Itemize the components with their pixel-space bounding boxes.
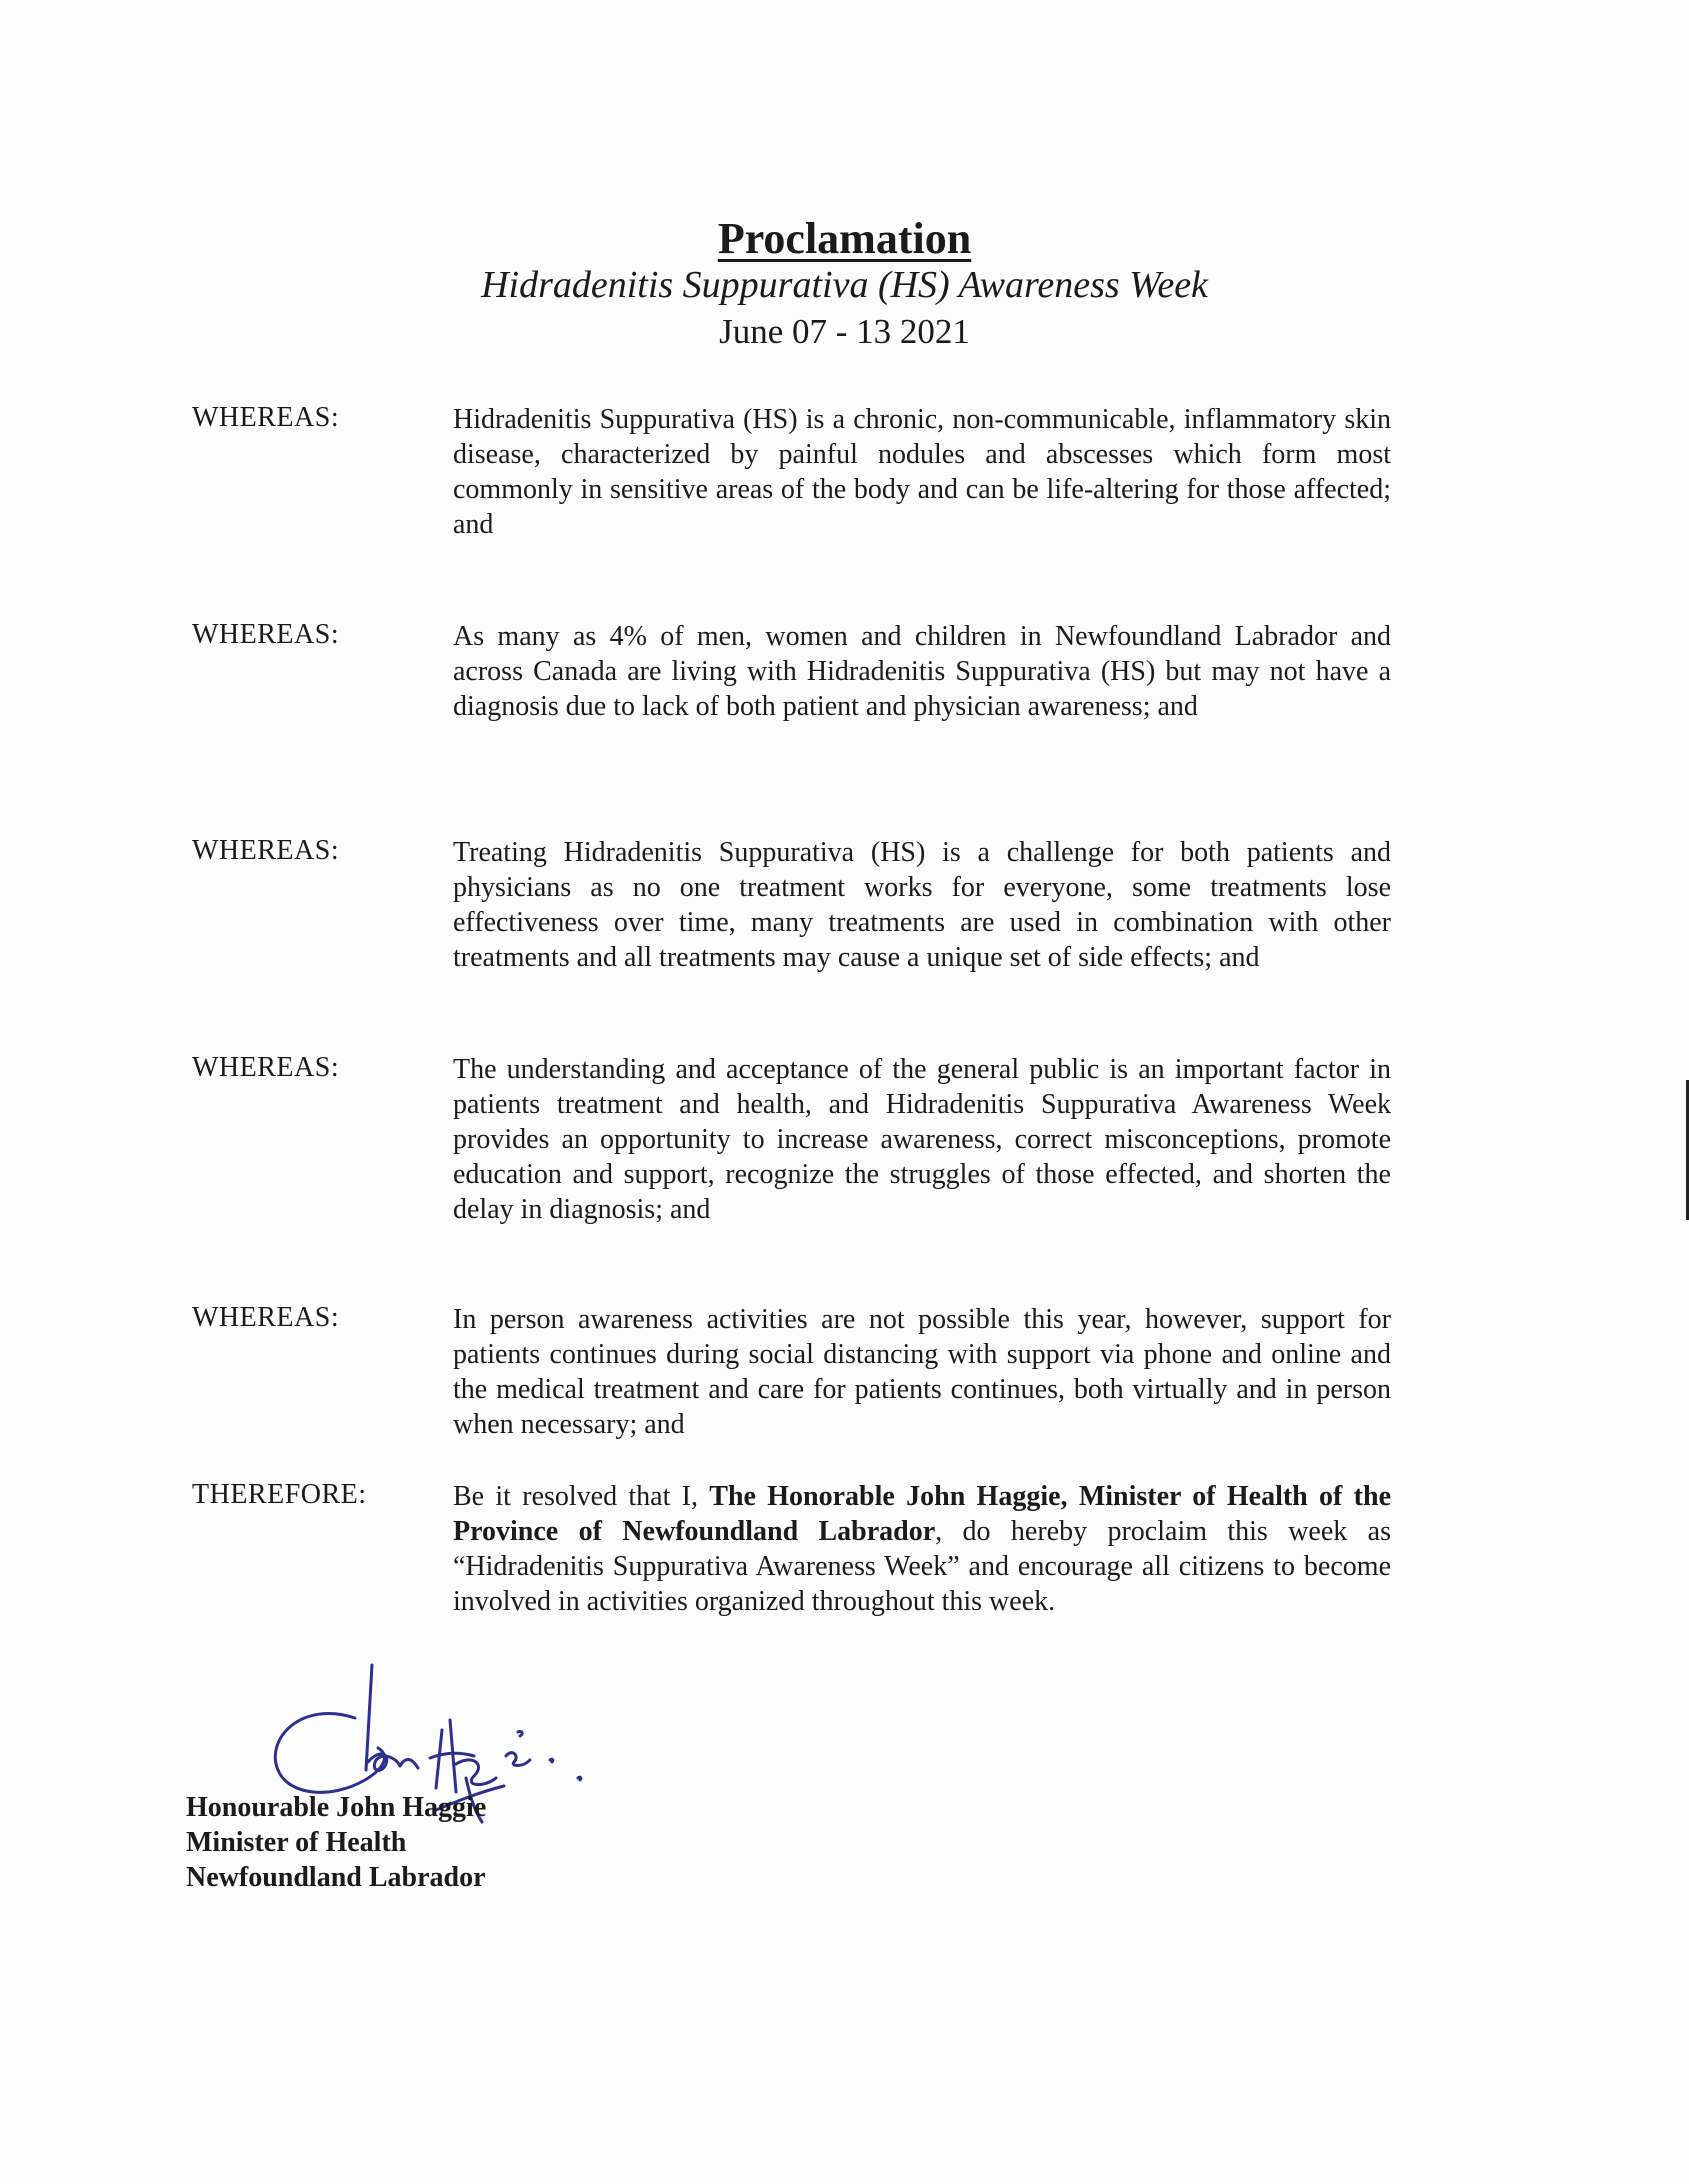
clause-label: WHEREAS:: [192, 619, 340, 650]
signatory-name: Honourable John Haggie: [186, 1792, 487, 1823]
clause-label: WHEREAS:: [192, 1302, 340, 1333]
clause-text: In person awareness activities are not possible this year, however, support for patients continues during social distancing with support via phone and online and the medical treatment and care for patients continues, both virtually and in person when necessary; and: [453, 1304, 1391, 1440]
clause-text: As many as 4% of men, women and children in Newfoundland Labrador and across Canada are living with Hidradenitis Suppurativa (HS) but may not have a diagnosis due to lack of both patient and physician awareness; and: [453, 621, 1391, 722]
clause-text: [453, 1479, 1391, 1619]
signatory-title: Minister of Health: [186, 1827, 407, 1858]
clause-label: WHEREAS:: [192, 1052, 340, 1083]
resolution-minister: The Honorable John Haggie, Minister of Health of the Province of Newfoundland Labrador: [453, 1481, 1391, 1547]
resolution-intro: Be it resolved that I,: [453, 1481, 710, 1512]
signatory-province: Newfoundland Labrador: [186, 1862, 486, 1893]
page-title: Proclamation: [717, 214, 972, 263]
page-subtitle: Hidradenitis Suppurativa (HS) Awareness Week: [481, 264, 1208, 306]
clause-text: Treating Hidradenitis Suppurativa (HS) is a challenge for both patients and physicians as no one treatment works for everyone, some treatments lose effectiveness over time, many treatments are used in combination with other treatments and all treatments may cause a unique set of side effects; and: [453, 837, 1391, 973]
proclamation-date: June 07 - 13 2021: [719, 312, 970, 351]
clause-label: WHEREAS:: [192, 835, 340, 866]
signature-block: [186, 1790, 486, 1895]
clause-label: WHEREAS:: [192, 402, 340, 433]
clause-label: THEREFORE:: [192, 1479, 367, 1510]
clause-text: Hidradenitis Suppurativa (HS) is a chronic, non-communicable, inflammatory skin disease, characterized by painful nodules and abscesses which form most commonly in sensitive areas of the body and can be life-altering for those affected; and: [453, 404, 1391, 540]
clause-text: The understanding and acceptance of the general public is an important factor in patients treatment and health, and Hidradenitis Suppurativa Awareness Week provides an opportunity to increase awareness, correct misconceptions, promote education and support, recognize the struggles of those effected, and shorten the delay in diagnosis; and: [453, 1054, 1391, 1225]
resolution-body: , do hereby proclaim this week as “Hidradenitis Suppurativa Awareness Week” and encourage all citizens to become involved in activities organized throughout this week.: [453, 1516, 1391, 1617]
